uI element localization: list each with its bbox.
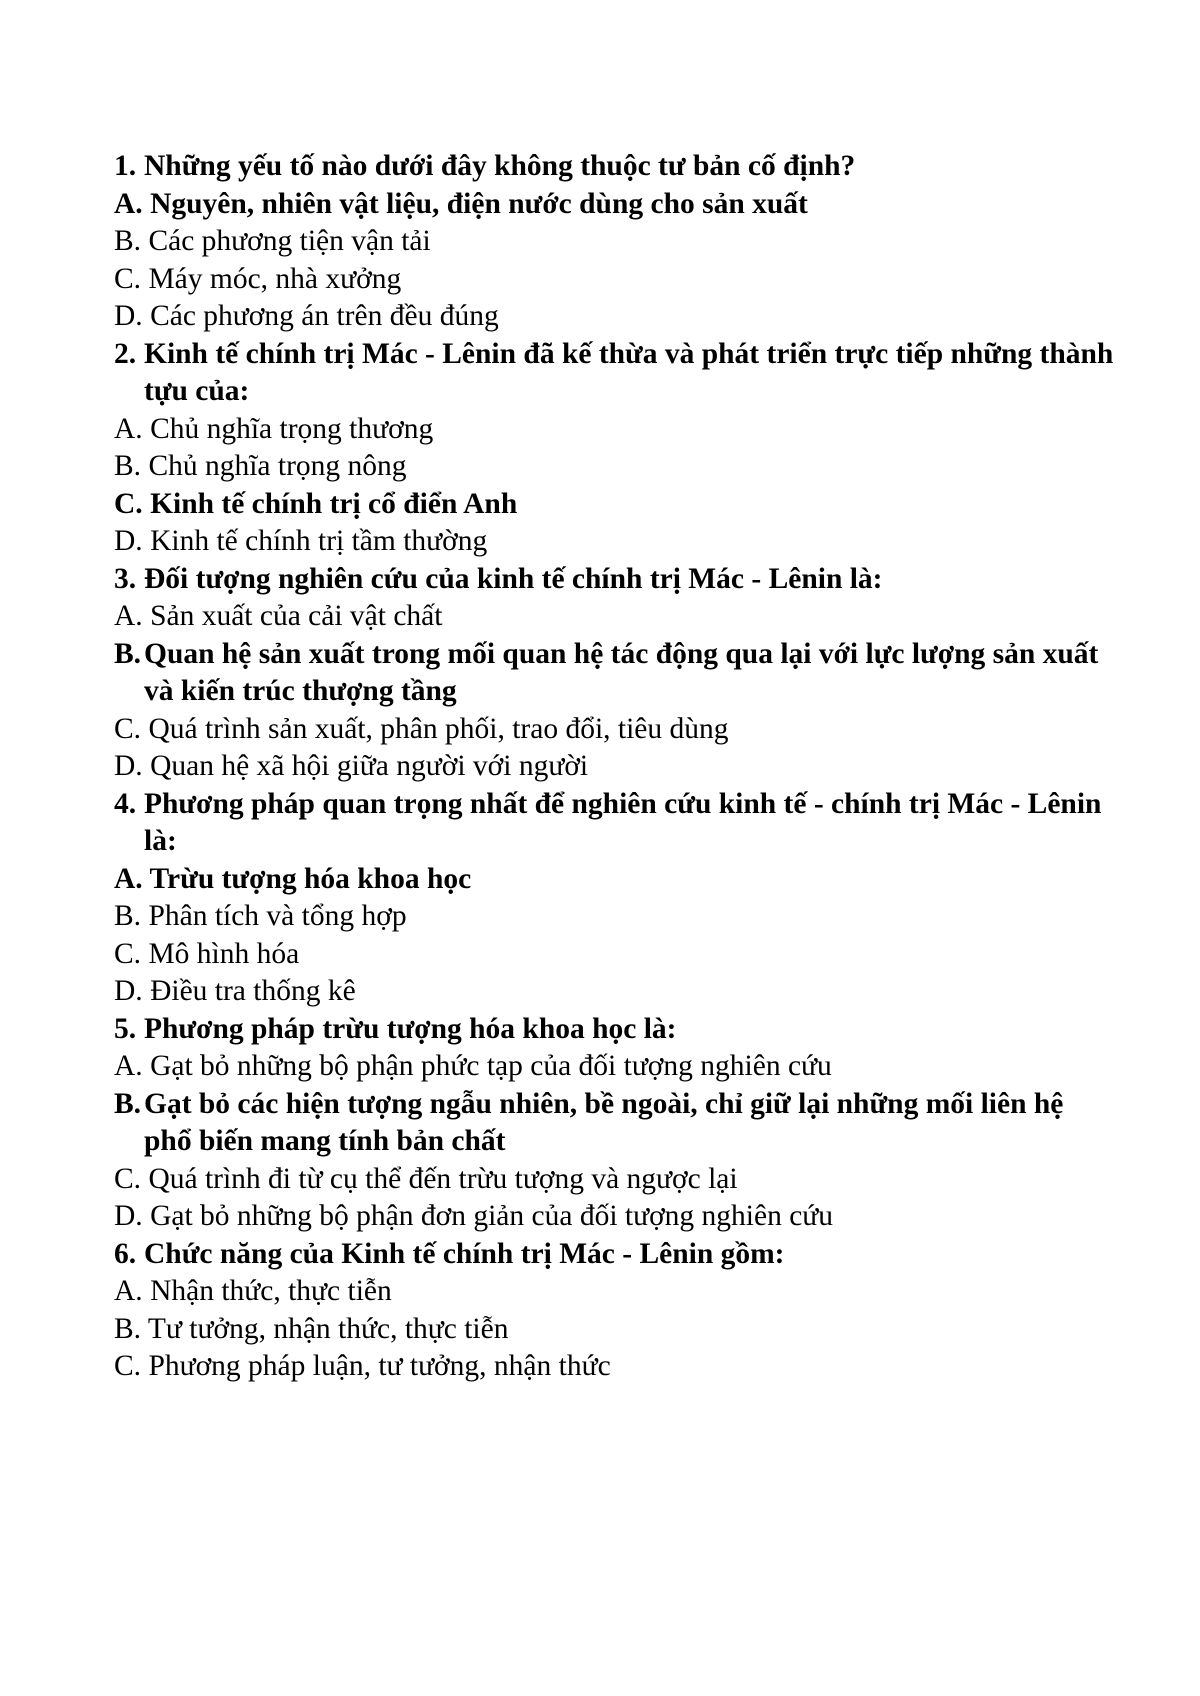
option-letter: C. (114, 487, 143, 520)
option-letter: C. (114, 1162, 142, 1195)
question-text: Phương pháp quan trọng nhất để nghiên cứu kinh tế - chính trị Mác - Lênin là: (144, 787, 1102, 857)
question-number: 1. (114, 150, 137, 182)
option-text: Máy móc, nhà xưởng (148, 262, 402, 295)
question-text: Những yếu tố nào dưới đây không thuộc tư bản cố định? (144, 150, 856, 182)
option-text: Nguyên, nhiên vật liệu, điện nước dùng cho sản xuất (150, 187, 808, 220)
option-letter: A. (114, 862, 143, 895)
option-b (114, 223, 1114, 261)
option-text: Tư tưởng, nhận thức, thực tiễn (147, 1312, 509, 1345)
option-b (114, 1086, 1114, 1161)
question-heading (114, 1011, 1114, 1049)
question-text: Chức năng của Kinh tế chính trị Mác - Lênin gồm: (144, 1237, 785, 1270)
option-b (114, 448, 1114, 486)
option-a (114, 411, 1114, 449)
option-c (114, 1348, 1114, 1386)
option-d (114, 1198, 1114, 1236)
option-text: Gạt bỏ những bộ phận đơn giản của đối tượng nghiên cứu (150, 1200, 834, 1232)
question-number: 4. (114, 787, 137, 820)
option-letter: B. (114, 225, 142, 257)
question-text: Phương pháp trừu tượng hóa khoa học là: (144, 1012, 677, 1045)
question-number: 5. (114, 1012, 137, 1045)
option-letter: D. (114, 525, 143, 557)
option-text: Quan hệ xã hội giữa người với người (150, 750, 589, 782)
option-letter: B. (114, 900, 142, 932)
option-c (114, 261, 1114, 299)
question-text: Đối tượng nghiên cứu của kinh tế chính trị Mác - Lênin là: (144, 562, 883, 595)
option-letter: B. (114, 450, 142, 482)
question-heading (114, 148, 1114, 186)
question-heading (114, 1236, 1114, 1274)
question-2 (114, 336, 1114, 561)
option-text: Kinh tế chính trị tầm thường (150, 525, 488, 557)
option-letter: A. (114, 187, 143, 220)
option-text: Quan hệ sản xuất trong mối quan hệ tác động qua lại với lực lượng sản xuất và kiến trúc thượng tầng (144, 637, 1099, 707)
option-letter: A. (114, 412, 143, 445)
option-a (114, 1048, 1114, 1086)
question-4 (114, 786, 1114, 1011)
option-letter: C. (114, 712, 142, 745)
option-letter: A. (114, 600, 143, 632)
option-text: Các phương tiện vận tải (148, 225, 431, 257)
option-b (114, 898, 1114, 936)
option-letter: C. (114, 1350, 142, 1382)
option-text: Chủ nghĩa trọng thương (150, 412, 434, 445)
question-number: 3. (114, 562, 137, 595)
option-a (114, 1273, 1114, 1311)
option-d (114, 298, 1114, 336)
option-c (114, 711, 1114, 749)
option-text: Trừu tượng hóa khoa học (149, 862, 472, 895)
option-text: Các phương án trên đều đúng (150, 300, 499, 332)
question-number: 2. (114, 337, 137, 370)
option-letter: D. (114, 975, 143, 1007)
option-d (114, 748, 1114, 786)
option-b (114, 636, 1114, 711)
option-text: Mô hình hóa (148, 937, 300, 970)
option-text: Phương pháp luận, tư tưởng, nhận thức (148, 1350, 611, 1382)
quiz-document (114, 148, 1114, 1386)
option-letter: C. (114, 937, 142, 970)
option-letter: D. (114, 750, 143, 782)
option-text: Nhận thức, thực tiễn (150, 1275, 392, 1307)
option-d (114, 523, 1114, 561)
option-letter: D. (114, 1200, 143, 1232)
option-text: Phân tích và tổng hợp (148, 900, 407, 932)
option-letter: B. (114, 637, 142, 670)
option-a (114, 861, 1114, 899)
question-heading (114, 561, 1114, 599)
option-letter: A. (114, 1275, 143, 1307)
question-heading (114, 336, 1114, 411)
option-text: Chủ nghĩa trọng nông (148, 450, 407, 482)
option-a (114, 186, 1114, 224)
option-c (114, 486, 1114, 524)
option-text: Gạt bỏ các hiện tượng ngẫu nhiên, bề ngoài, chỉ giữ lại những mối liên hệ phổ biến mang tính bản chất (144, 1087, 1064, 1157)
option-text: Quá trình sản xuất, phân phối, trao đổi, tiêu dùng (148, 712, 729, 745)
option-letter: B. (114, 1087, 142, 1120)
option-d (114, 973, 1114, 1011)
question-6 (114, 1236, 1114, 1386)
option-text: Điều tra thống kê (150, 975, 356, 1007)
option-letter: D. (114, 300, 143, 332)
question-number: 6. (114, 1237, 137, 1270)
option-text: Quá trình đi từ cụ thể đến trừu tượng và ngược lại (148, 1162, 738, 1195)
option-letter: A. (114, 1050, 143, 1082)
question-5 (114, 1011, 1114, 1236)
question-1 (114, 148, 1114, 336)
option-letter: C. (114, 262, 142, 295)
option-a (114, 598, 1114, 636)
option-c (114, 1161, 1114, 1199)
option-letter: B. (114, 1312, 142, 1345)
question-heading (114, 786, 1114, 861)
option-b (114, 1311, 1114, 1349)
question-3 (114, 561, 1114, 786)
question-text: Kinh tế chính trị Mác - Lênin đã kế thừa và phát triển trực tiếp những thành tựu của: (144, 337, 1114, 407)
option-c (114, 936, 1114, 974)
option-text: Gạt bỏ những bộ phận phức tạp của đối tượng nghiên cứu (150, 1050, 832, 1082)
option-text: Kinh tế chính trị cổ điển Anh (150, 487, 518, 520)
option-text: Sản xuất của cải vật chất (150, 600, 443, 632)
